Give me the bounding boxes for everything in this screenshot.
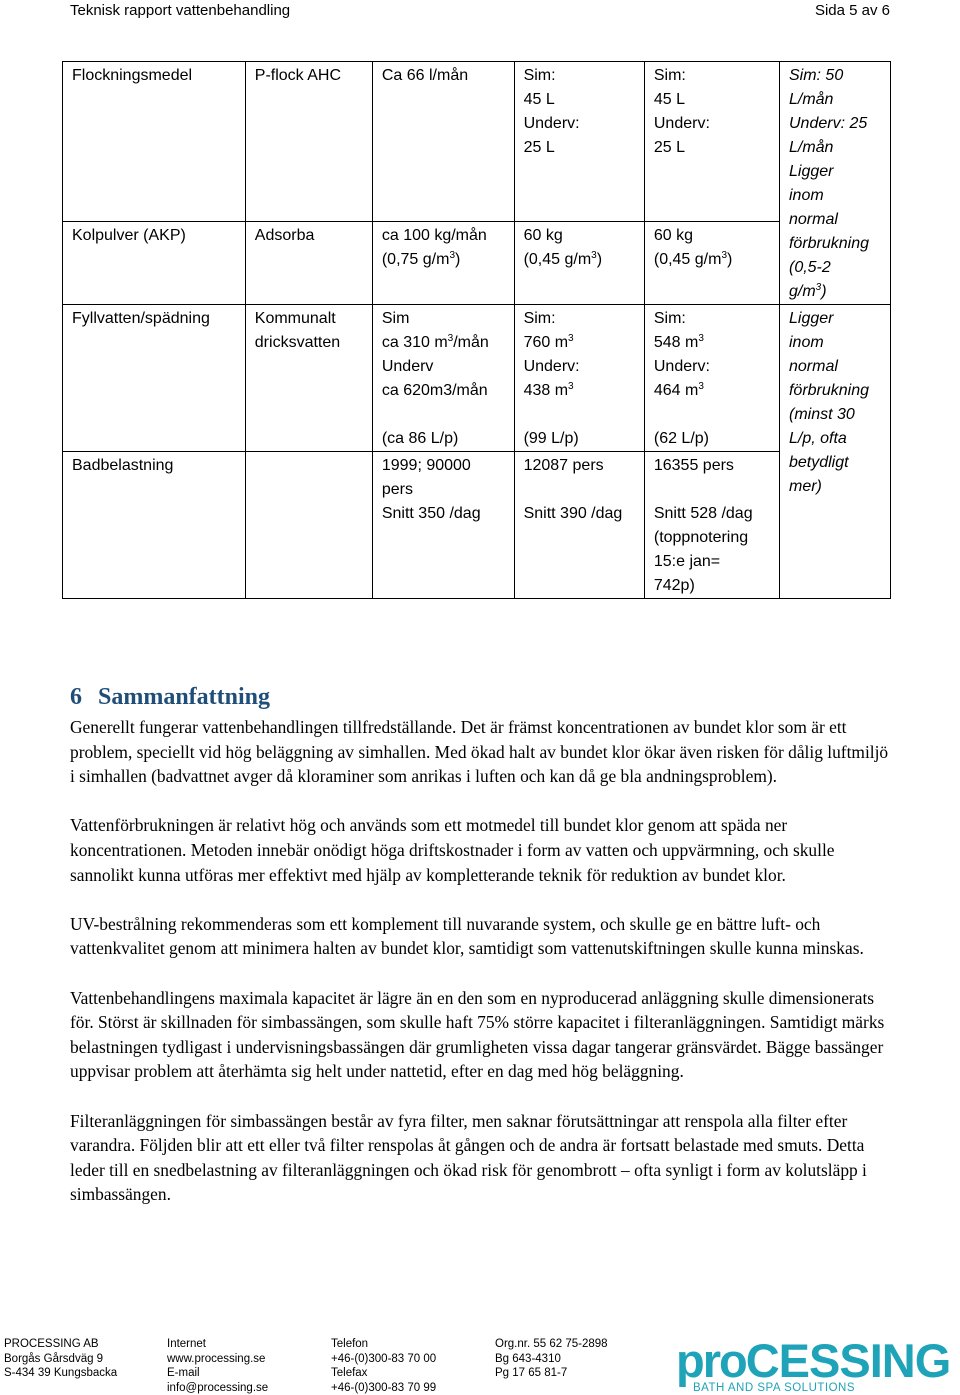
page-header <box>70 0 890 22</box>
cell <box>514 62 644 222</box>
text: ) <box>455 251 461 269</box>
line: 45 L <box>653 91 685 108</box>
footer-line: Bg 643-4310 <box>495 1352 561 1365</box>
report-title: Teknisk rapport vattenbehandling <box>70 2 291 19</box>
line <box>382 331 505 355</box>
cell <box>514 305 644 452</box>
paragraph: Vattenbehandlingens maximala kapacitet är lägre än en den som en nyproducerad anläggning skulle dimensionerats för. Störst är skillnaden för simbassängen, som skulle haft 75% större kapacitet i filteranläggningen. Samtidigt märks belastningen tydligast i undervisningsbassängen där grumligheten vissa dagar tangerar gränsvärdet. Bägge bassänger uppvisar problem att återhämta sig helt under nattetid, efter en dag med hög beläggning. <box>70 987 885 1082</box>
line: normal <box>788 358 838 375</box>
text: (0,45 g/m <box>523 251 592 269</box>
footer-line: S-434 39 Kungsbacka <box>4 1367 118 1379</box>
line: inom <box>788 187 824 204</box>
cell <box>372 305 514 452</box>
line: 60 kg <box>523 227 563 245</box>
line: 15:e jan= <box>653 553 721 570</box>
line: Sim: <box>523 310 556 327</box>
section-body <box>70 715 890 1231</box>
line: 25 L <box>653 139 685 156</box>
product-cell: Adsorba <box>245 222 372 305</box>
cell <box>644 452 779 599</box>
text: ) <box>596 251 603 269</box>
footer-internet <box>167 1337 268 1395</box>
cell <box>644 305 779 452</box>
superscript: 3 <box>815 282 822 293</box>
footer-line: Telefon <box>331 1338 369 1350</box>
superscript: 3 <box>698 381 704 392</box>
footer-phone <box>331 1337 436 1395</box>
line: dricksvatten <box>254 334 341 351</box>
cell <box>372 452 514 599</box>
row-label: Fyllvatten/spädning <box>63 305 246 452</box>
footer-line: info@processing.se <box>167 1381 269 1394</box>
footer-company <box>4 1337 117 1381</box>
text: (0,75 g/m <box>381 251 450 269</box>
footer-line: Internet <box>167 1338 206 1350</box>
cell <box>372 222 514 305</box>
line: L/mån <box>788 139 834 156</box>
table-row <box>63 305 891 452</box>
line <box>524 248 635 272</box>
footer-line: +46-(0)300-83 70 00 <box>331 1352 437 1365</box>
superscript: 3 <box>447 333 454 344</box>
logo-rest: CESSING <box>745 1334 951 1387</box>
line: L/mån <box>788 91 834 108</box>
superscript: 3 <box>698 333 704 344</box>
line: Underv: <box>523 358 580 375</box>
section-heading <box>70 684 270 711</box>
line: 12087 pers <box>523 457 604 474</box>
table-row <box>63 62 891 222</box>
paragraph: Vattenförbrukningen är relativt hög och används som ett motmedel till bundet klor genom att späda ner koncentrationen. Metoden innebär onödigt höga driftskostnader i form av vatten och uppvärmning, och skulle sannolikt kunna utföras mer effektivt med hjälp av kompletterande teknik för reduktion av bundet klor. <box>70 815 835 885</box>
superscript: 3 <box>568 381 574 392</box>
row-label: Flockningsmedel <box>63 62 246 222</box>
product-cell <box>245 305 372 452</box>
text: ) <box>727 251 733 269</box>
line: Sim: <box>523 67 556 84</box>
superscript: 3 <box>568 333 574 344</box>
footer-line: E-mail <box>167 1367 200 1379</box>
logo-pro: pro <box>676 1334 746 1387</box>
line: Underv: <box>653 115 710 132</box>
superscript: 3 <box>721 250 728 262</box>
logo-tagline: BATH AND SPA SOLUTIONS <box>693 1382 856 1394</box>
page-number: Sida 5 av 6 <box>814 2 890 19</box>
text: 548 m <box>653 334 699 351</box>
line: (0,5-2 <box>788 259 831 276</box>
line: Ligger <box>788 163 834 180</box>
line: Snitt 390 /dag <box>523 505 623 522</box>
text: g/m <box>788 283 816 300</box>
line: Sim: <box>653 67 686 84</box>
line: Underv: <box>523 115 580 132</box>
note-cell <box>779 62 890 305</box>
line <box>654 331 770 355</box>
table-row <box>63 452 891 599</box>
product-cell: P-flock AHC <box>245 62 372 222</box>
line: Kommunalt <box>254 310 336 327</box>
footer-line: Telefax <box>331 1367 368 1379</box>
logo-wordmark <box>676 1334 956 1387</box>
superscript: 3 <box>591 250 597 262</box>
text: ) <box>821 283 827 300</box>
footer-line: www.processing.se <box>167 1352 266 1365</box>
cell <box>514 222 644 305</box>
text: 438 m <box>523 382 569 399</box>
line: inom <box>788 334 824 351</box>
text: /mån <box>453 334 489 351</box>
footer-line: +46-(0)300-83 70 99 <box>331 1381 437 1394</box>
line: 16355 pers <box>653 457 734 474</box>
footer-registration <box>495 1337 608 1381</box>
note-cell <box>779 305 890 599</box>
row-label: Badbelastning <box>63 452 246 599</box>
cell <box>514 452 644 599</box>
line: 25 L <box>523 139 555 156</box>
company-logo <box>676 1334 956 1394</box>
line: (ca 86 L/p) <box>381 430 459 447</box>
line: betydligt <box>788 454 849 471</box>
text: (0,45 g/m <box>653 251 722 269</box>
line: Ligger <box>788 310 834 327</box>
cell <box>644 222 779 305</box>
line: 45 L <box>523 91 555 108</box>
cell: Ca 66 l/mån <box>372 62 514 222</box>
line: 1999; 90000 <box>381 457 471 474</box>
footer-line: Pg 17 65 81-7 <box>495 1367 568 1379</box>
line <box>654 379 770 403</box>
line: Sim: <box>653 310 686 327</box>
line: Underv: 25 <box>788 115 868 132</box>
line <box>789 280 881 304</box>
line: förbrukning <box>788 382 870 399</box>
line: Snitt 528 /dag <box>653 505 753 522</box>
line <box>654 248 770 272</box>
text: 760 m <box>523 334 569 351</box>
line: normal <box>788 211 838 228</box>
line: (toppnotering <box>653 529 749 546</box>
line: L/p, ofta <box>788 430 847 447</box>
line: Underv <box>381 358 434 375</box>
superscript: 3 <box>449 250 455 262</box>
line: 60 kg <box>653 227 693 245</box>
product-cell <box>245 452 372 599</box>
cell <box>644 62 779 222</box>
line: 742p) <box>653 577 695 594</box>
row-label: Kolpulver (AKP) <box>63 222 246 305</box>
line: Sim: 50 <box>788 67 844 84</box>
line: (99 L/p) <box>523 430 579 447</box>
line <box>524 379 635 403</box>
footer-line: Org.nr. 55 62 75-2898 <box>495 1338 608 1350</box>
line: förbrukning <box>788 235 870 252</box>
line: ca 620m3/mån <box>381 382 488 399</box>
footer-line: PROCESSING AB <box>4 1338 99 1350</box>
paragraph: UV-bestrålning rekommenderas som ett komplement till nuvarande system, och skulle ge en bättre luft- och vattenkvalitet genom att minimera halten av bundet klor, samtidigt som vattenutskiftningen skulle kunna minskas. <box>70 913 864 959</box>
text: 464 m <box>653 382 699 399</box>
line: ca 100 kg/mån <box>381 227 487 245</box>
section-number: 6 <box>70 684 82 710</box>
footer-line: Borgås Gårsdväg 9 <box>4 1352 104 1365</box>
line <box>382 248 505 272</box>
section-title: Sammanfattning <box>98 684 271 710</box>
data-table <box>62 61 891 599</box>
line: pers <box>381 481 413 498</box>
paragraph: Filteranläggningen för simbassängen består av fyra filter, men saknar förutsättningar att renspola alla filter efter varandra. Följden blir att ett eller två filter renspolas åt gången och de andra är fortsatt belastade med smuts. Detta leder till en snedbelastning av filteranläggningen och ökad risk för genombrott – ofta synligt i form av kolutsläpp i simbassängen. <box>70 1110 867 1205</box>
line: (62 L/p) <box>653 430 709 447</box>
line: Underv: <box>653 358 710 375</box>
line <box>524 331 635 355</box>
text: ca 310 m <box>381 334 448 351</box>
paragraph: Generellt fungerar vattenbehandlingen tillfredställande. Det är främst koncentrationen av bundet klor som är ett problem, speciellt vid hög beläggning av simhallen. Med ökad halt av bundet klor ökar även risken för dålig luftmiljö i simhallen (badvattnet avger då kloraminer som anrikas i luften och kan då ge bla andningsproblem). <box>70 717 889 787</box>
line: Snitt 350 /dag <box>381 505 481 522</box>
table-row <box>63 222 891 305</box>
line: (minst 30 <box>788 406 855 423</box>
line: Sim <box>381 310 410 327</box>
line: mer) <box>788 478 822 495</box>
